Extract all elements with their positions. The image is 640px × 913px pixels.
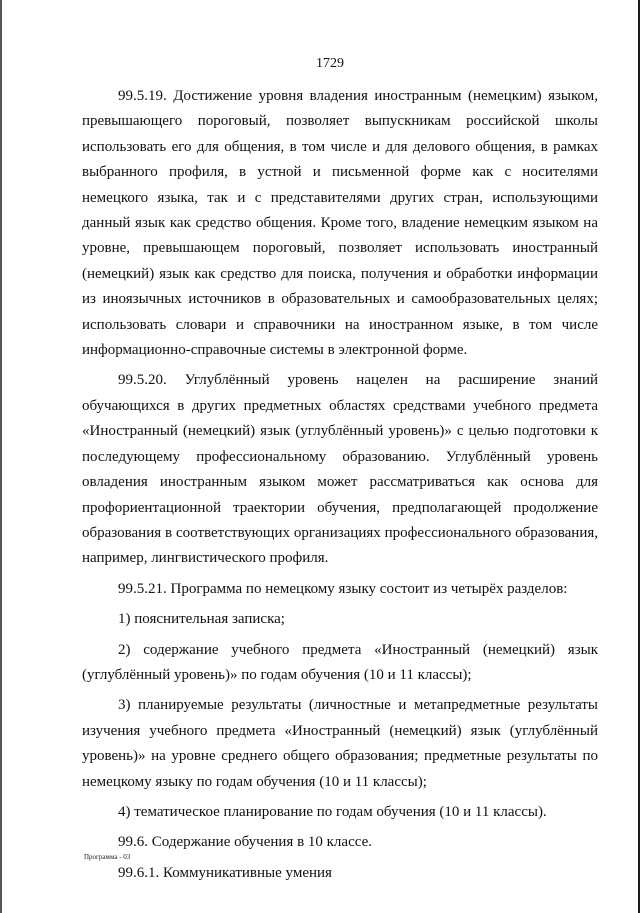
section-heading-99-6-1: 99.6.1. Коммуникативные умения xyxy=(118,864,332,881)
paragraph-99-5-20: 99.5.20. Углублённый уровень нацелен на расширение знаний обучающихся в других предметных областях средствами учебного предмета «Иностранный (немецкий) язык (углублённый уровень)» с целью подготовки к последующему профессиональному образованию. Углублённый уровень овладения иностранным языком может рассматриваться как основа для профориентационной траектории обучения, предполагающей продолжение образования в соответствующих организациях профессионального образования, например, лингвистического профиля. xyxy=(82,372,598,567)
list-item-2: 2) содержание учебного предмета «Иностранный (немецкий) язык (углублённый уровень)» по годам обучения (10 и 11 классы); xyxy=(82,641,598,683)
paragraph-99-5-21: 99.5.21. Программа по немецкому языку состоит из четырёх разделов: xyxy=(118,580,568,597)
section-heading-99-6: 99.6. Содержание обучения в 10 классе. xyxy=(118,834,372,851)
list-item-1: 1) пояснительная записка; xyxy=(118,611,285,628)
page-number: 1729 xyxy=(316,56,344,71)
document-body xyxy=(82,84,598,886)
list-item-4: 4) тематическое планирование по годам обучения (10 и 11 классы). xyxy=(118,803,547,820)
paragraph-99-5-19: 99.5.19. Достижение уровня владения иностранным (немецким) языком, превышающего пороговый, позволяет выпускникам российской школы использовать его для общения, в том числе и для делового общения, в рамках выбранного профиля, в устной и письменной форме как с носителями немецкого языка, так и с представителями других стран, использующими данный язык как средство общения. Кроме того, владение немецким языком на уровне, превышающем пороговый, позволяет использовать иностранный (немецкий) язык как средство для поиска, получения и обработки информации из иноязычных источников в образовательных и самообразовательных целях; использовать словари и справочники на иностранном языке, в том числе информационно-справочные системы в электронной форме. xyxy=(82,88,598,359)
list-item-3: 3) планируемые результаты (личностные и метапредметные результаты изучения учебного предмета «Иностранный (немецкий) язык (углублённый уровень)» на уровне среднего общего образования; предметные результаты по немецкому языку по годам обучения (10 и 11 классы); xyxy=(82,697,598,790)
footer-label: Программа - 03 xyxy=(84,853,131,861)
